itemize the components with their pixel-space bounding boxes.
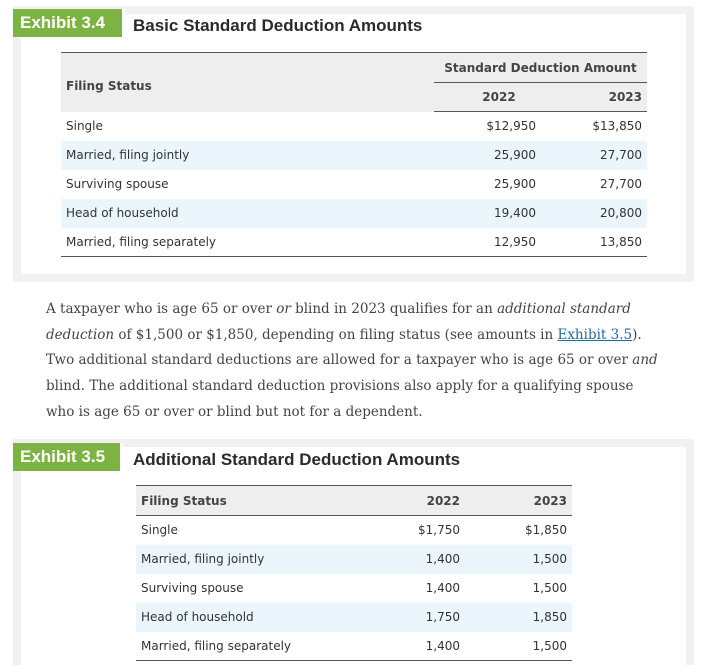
para-text: ). Two additional standard deductions are allowed for a taxpayer who is age 65 or over <box>46 326 642 369</box>
amount-2023-cell: 1,500 <box>532 581 567 595</box>
amount-2022-cell: 25,900 <box>494 177 536 191</box>
table-row <box>61 141 647 170</box>
filing-status-cell: Head of household <box>61 199 434 228</box>
table-row <box>136 632 572 661</box>
amount-2023-cell: 1,500 <box>465 632 572 661</box>
amount-2022-cell: $1,750 <box>418 523 460 538</box>
filing-status-cell: Surviving spouse <box>141 581 244 595</box>
amount-2022-cell: 25,900 <box>434 141 541 170</box>
filing-status-cell: Single <box>141 523 178 538</box>
filing-status-cell: Married, filing jointly <box>136 545 358 574</box>
para-emphasis: additional standard deduction <box>46 301 631 343</box>
amount-2023-cell: 27,700 <box>541 141 647 170</box>
amount-2022-cell: 1,400 <box>358 545 465 574</box>
amount-2023-cell: 20,800 <box>541 199 647 228</box>
table-row <box>136 574 572 603</box>
col-header-2023: 2023 <box>465 486 572 516</box>
table-row <box>61 228 647 257</box>
col-header-standard-deduction-amount: Standard Deduction Amount <box>434 53 647 83</box>
exhibit-3-4-tag: Exhibit 3.4 <box>13 9 125 37</box>
exhibit-3-4-panel <box>13 6 694 282</box>
amount-2023-cell: $1,850 <box>525 523 567 538</box>
filing-status-cell: Married, filing jointly <box>61 141 434 170</box>
additional-deduction-paragraph <box>46 297 658 426</box>
amount-2022-cell: $12,950 <box>486 119 536 134</box>
filing-status-cell: Surviving spouse <box>66 177 169 191</box>
table-row <box>61 112 647 141</box>
col-header-2022: 2022 <box>358 486 465 516</box>
table-row <box>136 516 572 545</box>
basic-standard-deduction-table <box>61 52 647 257</box>
amount-2022-cell: 1,750 <box>358 603 465 632</box>
col-header-2023: 2023 <box>541 83 647 112</box>
col-header-filing-status: Filing Status <box>136 486 358 516</box>
table-row <box>136 603 572 632</box>
filing-status-cell: Single <box>66 119 103 133</box>
para-text: A taxpayer who is age 65 or over <box>46 301 277 317</box>
amount-2023-cell: 27,700 <box>600 177 642 191</box>
para-emphasis: or <box>276 301 291 317</box>
col-header-2022: 2022 <box>434 83 541 112</box>
amount-2022-cell: 1,400 <box>425 581 460 595</box>
amount-2023-cell: 1,500 <box>465 545 572 574</box>
amount-2022-cell: 19,400 <box>434 199 541 228</box>
para-text: blind. The additional standard deduction provisions also apply for a qualifying spouse who is age 65 or over or blind but not for a dependent. <box>46 378 634 420</box>
amount-2022-cell: 1,400 <box>358 632 465 661</box>
amount-2023-cell: $13,850 <box>592 119 642 134</box>
para-text: of $1,500 or $1,850, depending on filing status (see amounts in <box>114 326 558 343</box>
para-emphasis: and <box>632 352 658 369</box>
amount-2023-cell: 1,850 <box>465 603 572 632</box>
additional-standard-deduction-table <box>136 485 572 661</box>
filing-status-cell: Married, filing separately <box>61 228 434 257</box>
exhibit-3-5-tag: Exhibit 3.5 <box>13 443 123 471</box>
table-row <box>136 545 572 574</box>
exhibit-3-4-title: Basic Standard Deduction Amounts <box>133 16 423 35</box>
table-row <box>61 170 647 199</box>
filing-status-cell: Head of household <box>136 603 358 632</box>
amount-2023-cell: 13,850 <box>541 228 647 257</box>
exhibit-3-5-link[interactable]: Exhibit 3.5 <box>557 326 633 343</box>
filing-status-cell: Married, filing separately <box>136 632 358 661</box>
amount-2022-cell: 12,950 <box>434 228 541 257</box>
col-header-filing-status: Filing Status <box>61 53 434 112</box>
para-text: blind in 2023 qualifies for an <box>290 301 498 317</box>
exhibit-3-5-panel <box>13 439 694 665</box>
exhibit-3-5-title: Additional Standard Deduction Amounts <box>133 450 461 469</box>
table-row <box>61 199 647 228</box>
